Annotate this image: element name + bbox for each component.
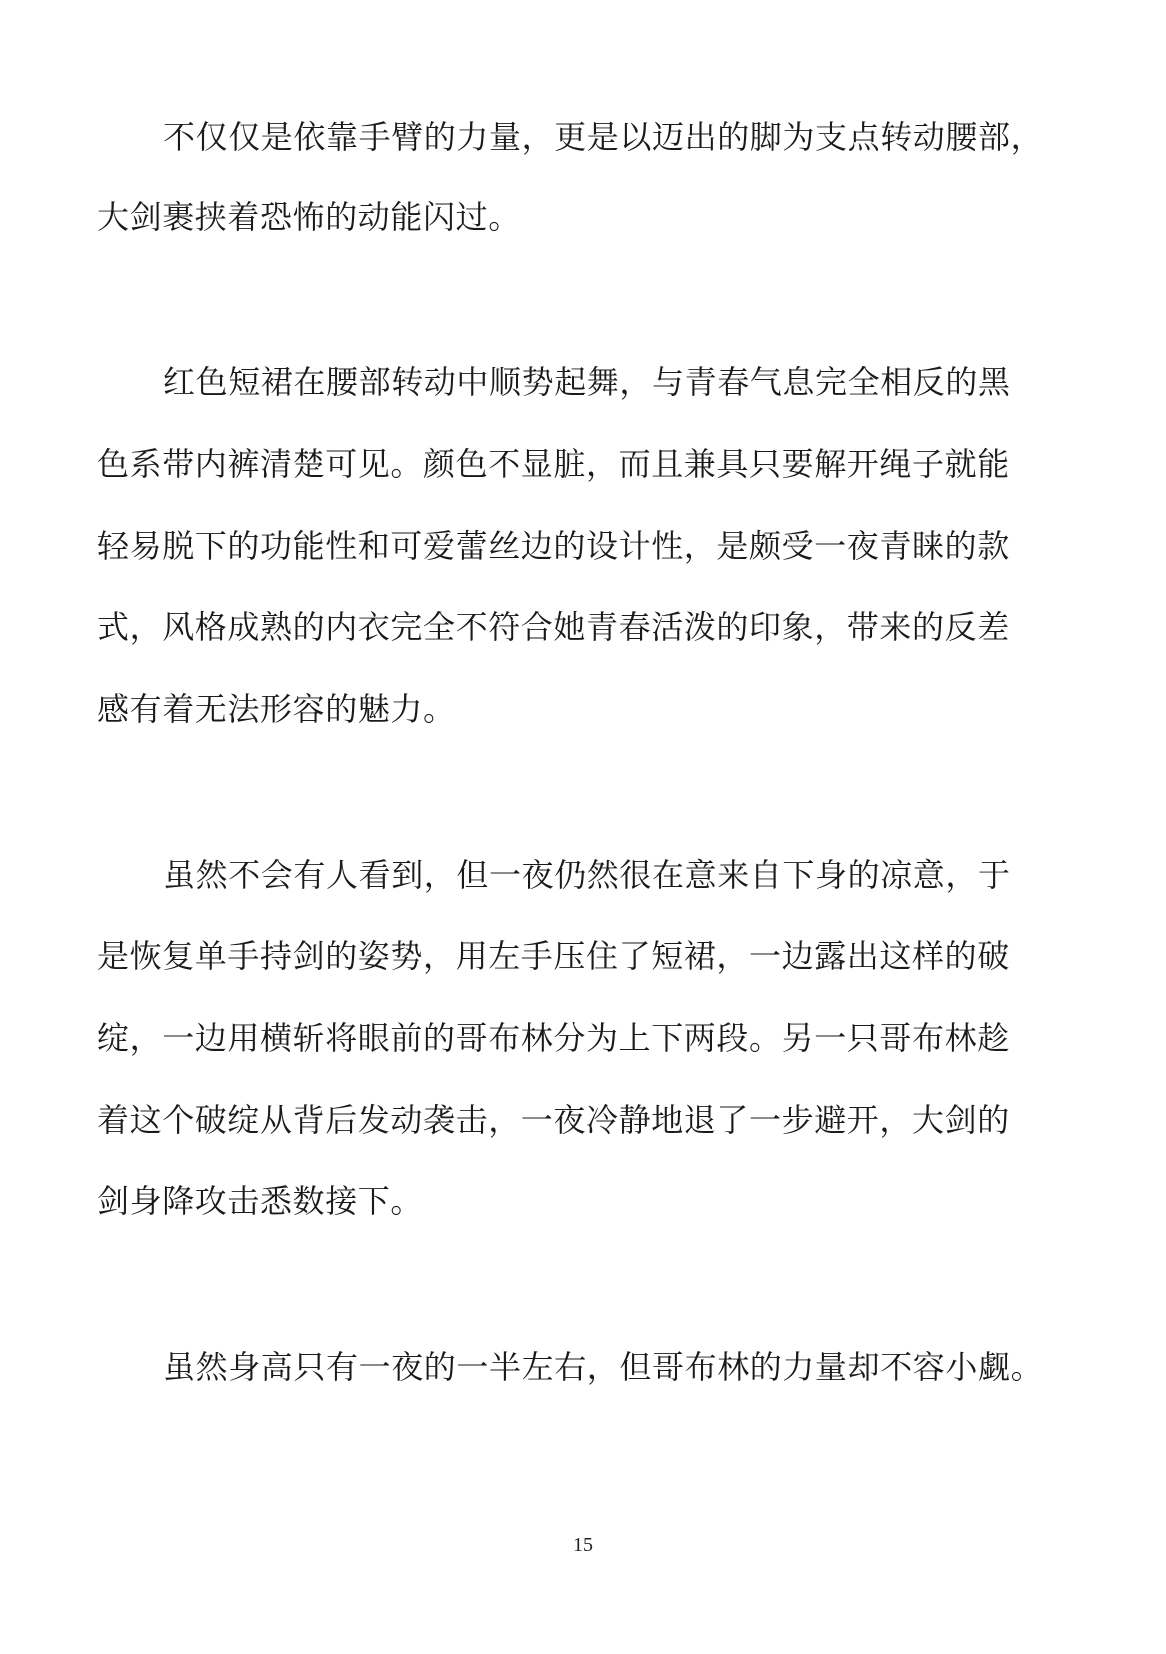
paragraph-2-line-4: 式，风格成熟的内衣完全不符合她青春活泼的印象，带来的反差 [97, 608, 1010, 646]
paragraph-3-line-4: 着这个破绽从背后发动袭击，一夜冷静地退了一步避开，大剑的 [97, 1101, 1010, 1139]
paragraph-3-line-2: 是恢复单手持剑的姿势，用左手压住了短裙，一边露出这样的破 [97, 937, 1010, 975]
paragraph-3-line-3: 绽，一边用横斩将眼前的哥布林分为上下两段。另一只哥布林趁 [97, 1019, 1010, 1057]
paragraph-2-line-3: 轻易脱下的功能性和可爱蕾丝边的设计性，是颇受一夜青睐的款 [97, 527, 1010, 565]
paragraph-2-line-5: 感有着无法形容的魅力。 [97, 690, 456, 728]
page-number: 15 [573, 1534, 593, 1556]
paragraph-3-line-5: 剑身降攻击悉数接下。 [97, 1182, 424, 1220]
paragraph-2-line-1: 红色短裙在腰部转动中顺势起舞，与青春气息完全相反的黑 [163, 363, 1011, 401]
paragraph-1-line-2: 大剑裹挟着恐怖的动能闪过。 [97, 198, 521, 236]
paragraph-1-line-1: 不仅仅是依靠手臂的力量，更是以迈出的脚为支点转动腰部， [163, 118, 1044, 156]
paragraph-3-line-1: 虽然不会有人看到，但一夜仍然很在意来自下身的凉意，于 [163, 856, 1011, 894]
paragraph-4-line-1: 虽然身高只有一夜的一半左右，但哥布林的力量却不容小觑。 [163, 1348, 1044, 1386]
paragraph-2-line-2: 色系带内裤清楚可见。颜色不显脏，而且兼具只要解开绳子就能 [97, 445, 1010, 483]
